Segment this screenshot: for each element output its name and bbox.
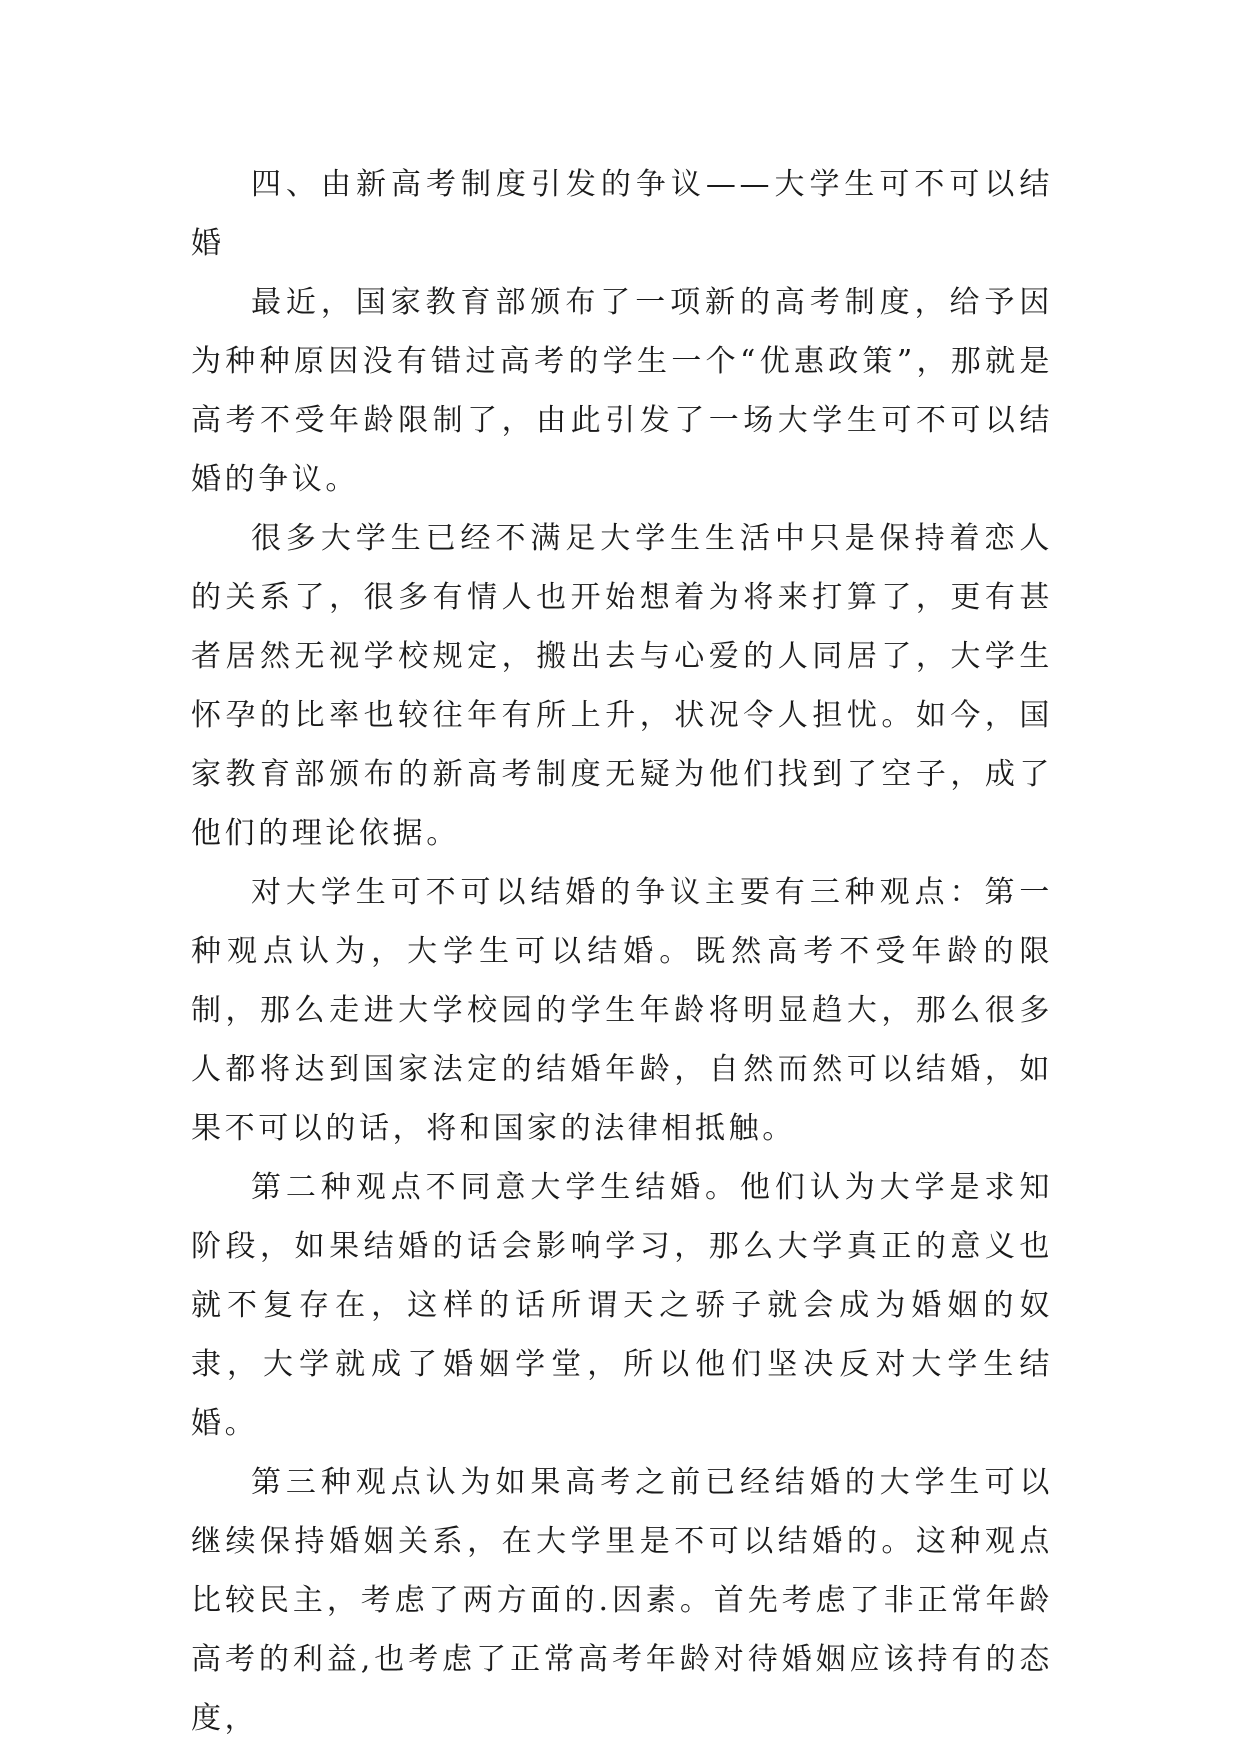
paragraph-4: 第二种观点不同意大学生结婚。他们认为大学是求知阶段，如果结婚的话会影响学习，那么大学真正的意义也就不复存在，这样的话所谓天之骄子就会成为婚姻的奴隶，大学就成了婚姻学堂，所以他们坚决反对大学生结婚。	[191, 1170, 1053, 1441]
section-heading: 四、由新高考制度引发的争议——大学生可不可以结婚	[191, 167, 1053, 261]
paragraph-3: 对大学生可不可以结婚的争议主要有三种观点：第一种观点认为，大学生可以结婚。既然高考不受年龄的限制，那么走进大学校园的学生年龄将明显趋大，那么很多人都将达到国家法定的结婚年龄，自然而然可以结婚，如果不可以的话，将和国家的法律相抵触。	[191, 875, 1053, 1146]
paragraph-5: 第三种观点认为如果高考之前已经结婚的大学生可以继续保持婚姻关系，在大学里是不可以结婚的。这种观点比较民主，考虑了两方面的.因素。首先考虑了非正常年龄高考的利益,也考虑了正常高考年龄对待婚姻应该持有的态度，	[191, 1465, 1053, 1736]
paragraph-2: 很多大学生已经不满足大学生生活中只是保持着恋人的关系了，很多有情人也开始想着为将来打算了，更有甚者居然无视学校规定，搬出去与心爱的人同居了，大学生怀孕的比率也较往年有所上升，状况令人担忧。如今，国家教育部颁布的新高考制度无疑为他们找到了空子，成了他们的理论依据。	[191, 521, 1053, 851]
document-page	[191, 155, 1053, 1748]
paragraph-1: 最近，国家教育部颁布了一项新的高考制度，给予因为种种原因没有错过高考的学生一个“优惠政策”，那就是高考不受年龄限制了，由此引发了一场大学生可不可以结婚的争议。	[191, 285, 1053, 497]
